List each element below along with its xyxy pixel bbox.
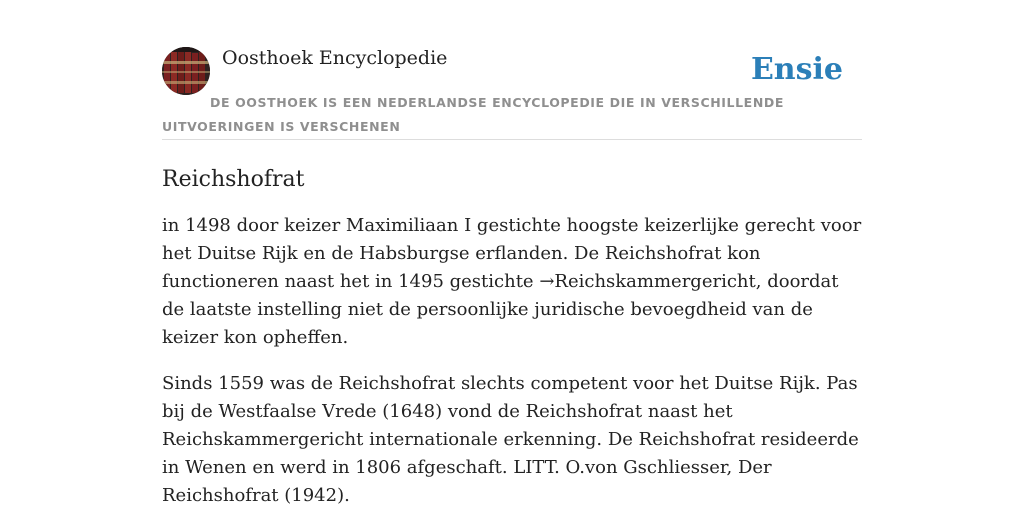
reichskammergericht-link[interactable]: Reichskammergericht [554, 271, 756, 292]
paragraph-text: in 1498 door keizer Maximiliaan I gestichte hoogste keizerlijke gerecht voor het Duitse Rijk en de Habsburgse erflanden. De Reichshofrat kon functioneren naast het in 1495 gestichte [162, 215, 862, 292]
article-paragraph-1 [162, 212, 862, 352]
link-arrow-icon: → [539, 271, 555, 292]
article [162, 166, 862, 510]
site-header [162, 44, 862, 140]
encyclopedia-books-icon [162, 47, 210, 95]
avatar[interactable] [162, 47, 210, 95]
page-container [162, 44, 862, 510]
site-tagline: DE OOSTHOEK IS EEN NEDERLANDSE ENCYCLOPEDIE DIE IN VERSCHILLENDE UITVOERINGEN IS VERSCHENEN [162, 95, 784, 134]
article-paragraph-2: Sinds 1559 was de Reichshofrat slechts competent voor het Duitse Rijk. Pas bij de Westfaalse Vrede (1648) vond de Reichshofrat naast het Reichskammergericht internationale erkenning. De Reichshofrat resideerde in Wenen en werd in 1806 afgeschaft. LITT. O.von Gschliesser, Der Reichshofrat (1942). [162, 373, 859, 506]
article-title: Reichshofrat [162, 167, 305, 192]
paragraph-text: , doordat de laatste instelling niet de persoonlijke juridische bevoegdheid van de keizer kon opheffen. [162, 271, 839, 348]
brand-logo[interactable]: Ensie [750, 52, 843, 87]
site-title[interactable]: Oosthoek Encyclopedie [222, 47, 448, 69]
